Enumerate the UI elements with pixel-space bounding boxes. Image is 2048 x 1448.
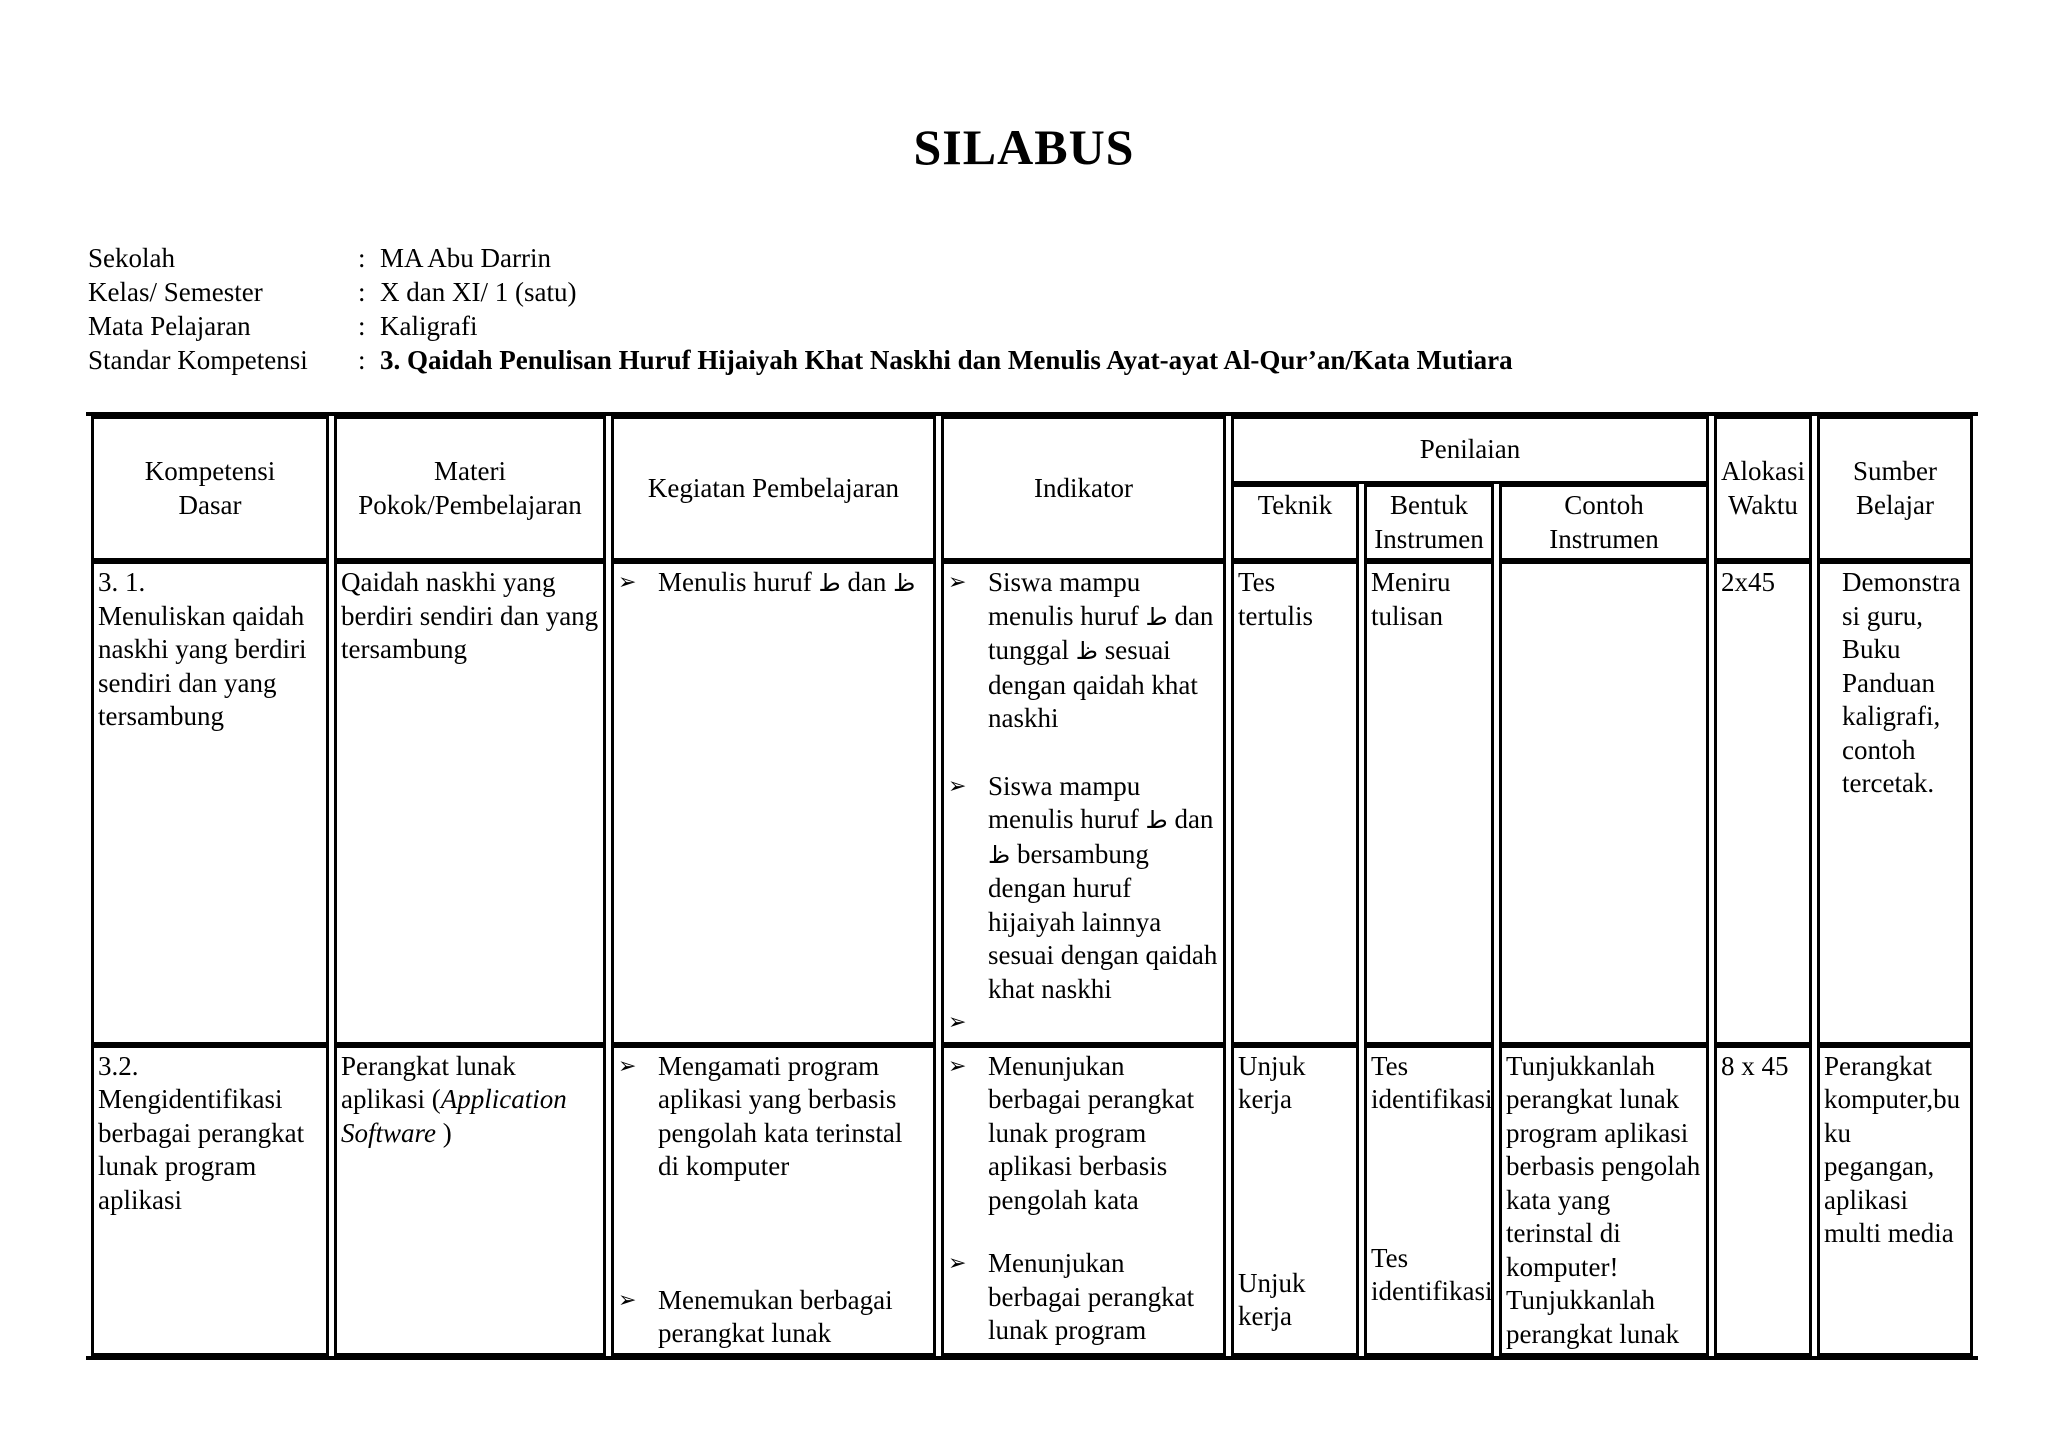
list-item: ➢ Mengamati program aplikasi yang berbasis pengolah kata terinstal di komputer: [618, 1050, 929, 1184]
cell-sumber: Perangkat komputer,bu ku pegangan, aplikasi multi media: [1817, 1045, 1973, 1357]
meta-colon: :: [358, 277, 366, 307]
cell-teknik: Unjuk kerja Unjuk kerja: [1231, 1045, 1359, 1357]
meta-sekolah: [88, 241, 1513, 275]
arrow-bullet-icon: ➢: [948, 1053, 967, 1079]
meta-kelas: [88, 275, 1513, 309]
kd-number: 3. 1.: [98, 567, 146, 597]
cell-kompetensi: [91, 1045, 329, 1357]
cell-indikator: [941, 561, 1226, 1045]
syllabus-table: [86, 412, 1978, 1360]
kd-text: Mengidentifikasi berbagai perangkat lunak program aplikasi: [98, 1084, 305, 1215]
table-row: [91, 561, 1973, 1045]
list-item: ➢ Siswa mampu menulis huruf ط dan ظ bersambung dengan huruf hijaiyah lainnya sesuai dengan qaidah khat naskhi: [948, 770, 1219, 1007]
header-contoh: Contoh Instrumen: [1499, 484, 1709, 561]
cell-sumber: Demonstra si guru, Buku Panduan kaligrafi, contoh tercetak.: [1817, 561, 1973, 1045]
table-row: [91, 1045, 1973, 1357]
meta-value: 3. Qaidah Penulisan Huruf Hijaiyah Khat Naskhi dan Menulis Ayat-ayat Al-Qur’an/Kata Mutiara: [380, 345, 1513, 375]
header-alokasi: Alokasi Waktu: [1714, 416, 1812, 561]
list-item: ➢ Siswa mampu menulis huruf ط dan tunggal ظ sesuai dengan qaidah khat naskhi: [948, 566, 1219, 736]
page-title: SILABUS: [913, 119, 1135, 175]
meta-label: Kelas/ Semester: [88, 277, 263, 307]
arrow-bullet-icon: ➢: [948, 1010, 967, 1035]
meta-value: Kaligrafi: [380, 311, 478, 341]
arrow-bullet-icon: ➢: [618, 1287, 637, 1313]
meta-colon: :: [358, 243, 366, 273]
cell-contoh: Tunjukkanlah perangkat lunak program aplikasi berbasis pengolah kata yang terinstal di komputer! Tunjukkanlah perangkat lunak: [1499, 1045, 1709, 1357]
kd-text: Menuliskan qaidah naskhi yang berdiri sendiri dan yang tersambung: [98, 600, 307, 731]
cell-kegiatan: [611, 561, 936, 1045]
syllabus-meta: [88, 241, 1513, 377]
meta-label: Standar Kompetensi: [88, 345, 308, 375]
list-item: ➢ Menemukan berbagai perangkat lunak: [618, 1284, 929, 1351]
list-item: ➢ Menunjukan berbagai perangkat lunak program: [948, 1247, 1219, 1348]
meta-label: Mata Pelajaran: [88, 311, 251, 341]
header-indikator: Indikator: [941, 416, 1226, 561]
cell-bentuk: Tes identifikasi Tes identifikasi: [1364, 1045, 1494, 1357]
header-penilaian: Penilaian: [1231, 416, 1709, 484]
list-item: ➢ Menulis huruf ط dan ظ: [618, 566, 929, 601]
meta-value: MA Abu Darrin: [380, 243, 551, 273]
cell-alokasi: 2x45: [1714, 561, 1812, 1045]
cell-indikator: [941, 1045, 1226, 1357]
arrow-bullet-icon: ➢: [948, 570, 967, 595]
cell-contoh: [1499, 561, 1709, 1045]
cell-bentuk: Meniru tulisan: [1364, 561, 1494, 1045]
header-sumber: Sumber Belajar: [1817, 416, 1973, 561]
cell-materi: Perangkat lunak aplikasi (Application Software ): [334, 1045, 606, 1357]
arrow-bullet-icon: ➢: [948, 773, 967, 799]
arrow-bullet-icon: ➢: [618, 1053, 637, 1079]
meta-value: X dan XI/ 1 (satu): [380, 277, 577, 307]
meta-colon: :: [358, 345, 366, 375]
header-bentuk: Bentuk Instrumen: [1364, 484, 1494, 561]
header-materi: Materi Pokok/Pembelajaran: [334, 416, 606, 561]
arrow-bullet-icon: ➢: [618, 570, 637, 595]
header-kompetensi-dasar: Kompetensi Dasar: [91, 416, 329, 561]
meta-label: Sekolah: [88, 243, 175, 273]
arrow-bullet-icon: ➢: [948, 1251, 967, 1276]
cell-materi: Qaidah naskhi yang berdiri sendiri dan yang tersambung: [334, 561, 606, 1045]
kd-number: 3.2.: [98, 1050, 139, 1081]
cell-alokasi: 8 x 45: [1714, 1045, 1812, 1357]
header-kegiatan: Kegiatan Pembelajaran: [611, 416, 936, 561]
meta-mapel: [88, 309, 1513, 343]
header-teknik: Teknik: [1231, 484, 1359, 561]
list-item: [948, 1006, 1219, 1040]
cell-teknik: Tes tertulis: [1231, 561, 1359, 1045]
list-item: ➢ Menunjukan berbagai perangkat lunak program aplikasi berbasis pengolah kata: [948, 1050, 1219, 1218]
meta-colon: :: [358, 311, 366, 341]
cell-kegiatan: [611, 1045, 936, 1357]
cell-kompetensi: [91, 561, 329, 1045]
meta-standar-kompetensi: [88, 343, 1513, 377]
